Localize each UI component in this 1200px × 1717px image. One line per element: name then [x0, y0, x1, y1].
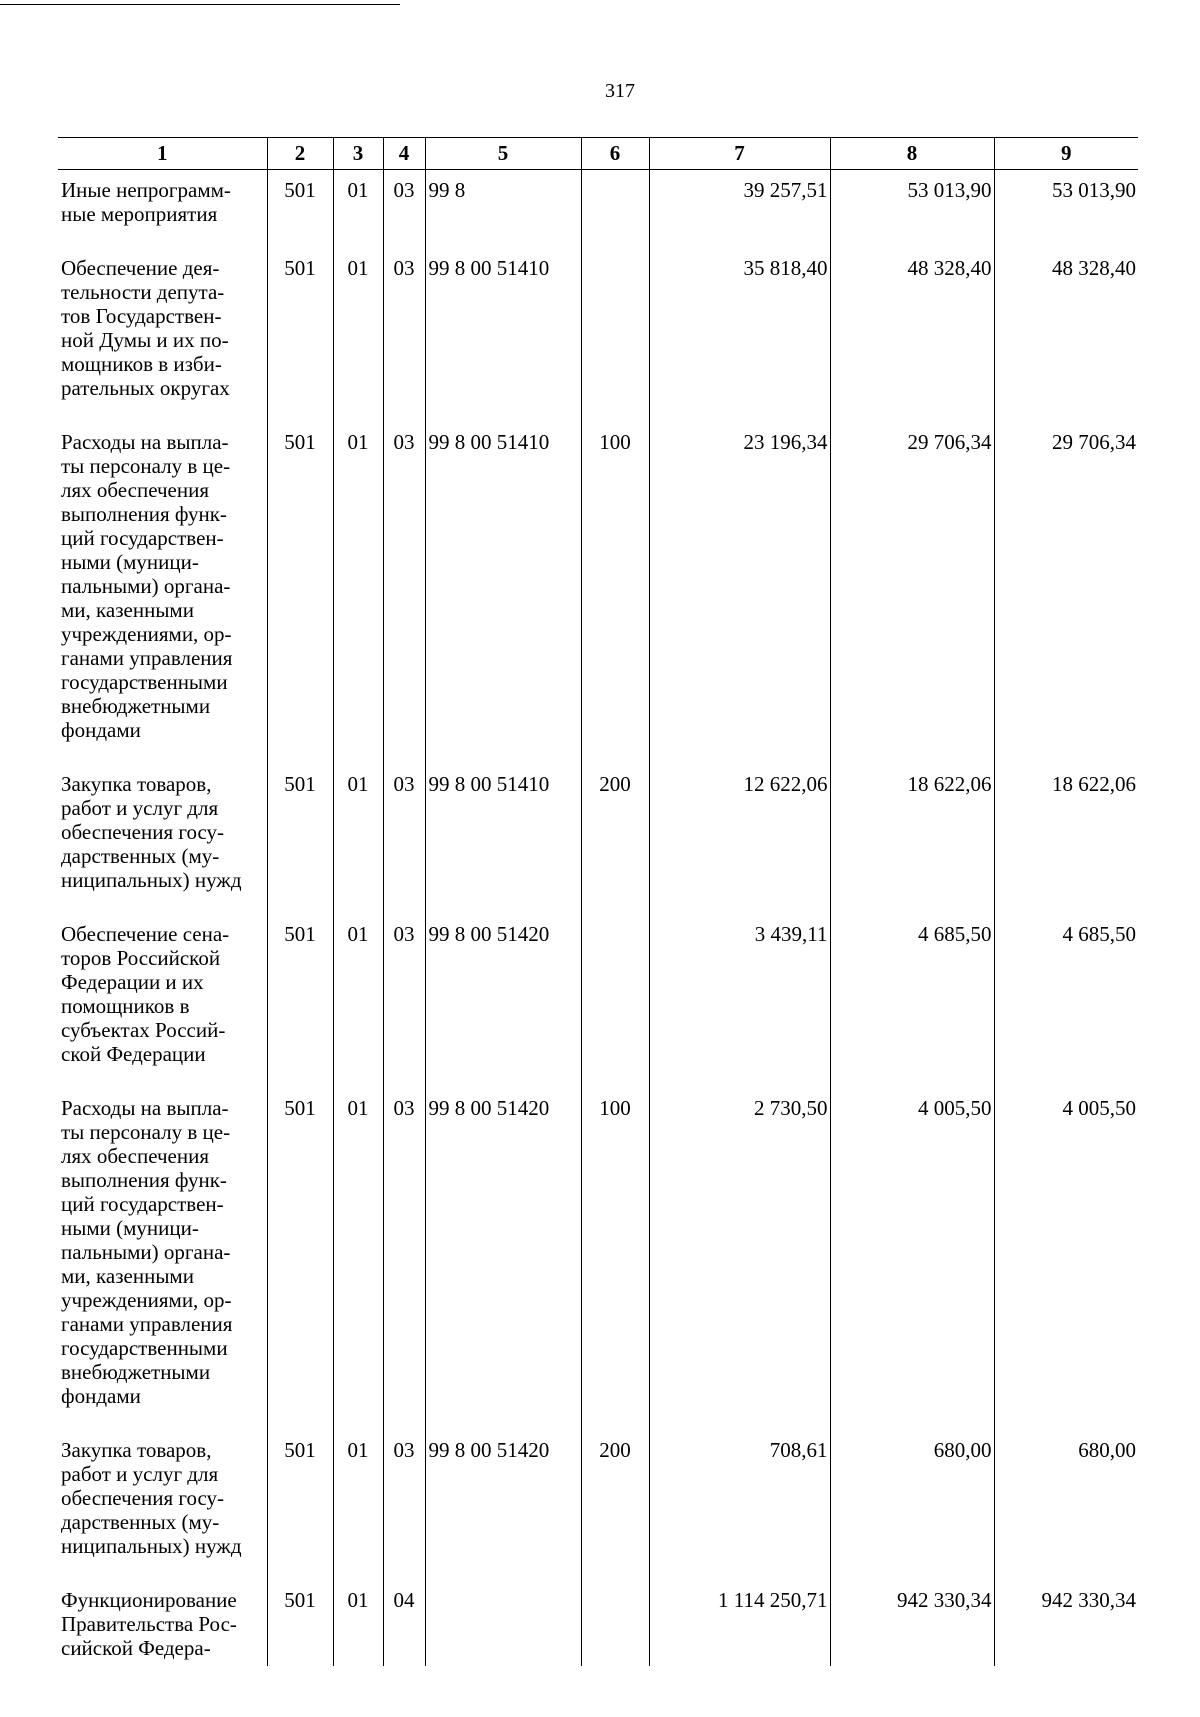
cell-col-9: 942 330,34	[994, 1580, 1138, 1666]
cell-col-3: 01	[333, 170, 383, 249]
cell-col-8: 942 330,34	[830, 1580, 994, 1666]
table-row	[58, 914, 1138, 1088]
row-name-text: Обеспечение дея- тельности депута- тов Государствен- ной Думы и их по- мощников в изби- рательных округах	[61, 256, 230, 400]
table-row	[58, 170, 1138, 249]
table-row	[58, 248, 1138, 422]
cell-col-2: 501	[267, 914, 333, 1088]
cell-col-7: 12 622,06	[649, 764, 830, 914]
cell-col-8: 4 005,50	[830, 1088, 994, 1430]
cell-col-3: 01	[333, 914, 383, 1088]
cell-col-9: 4 685,50	[994, 914, 1138, 1088]
cell-col-2: 501	[267, 1580, 333, 1666]
cell-col-7: 35 818,40	[649, 248, 830, 422]
cell-col-8: 18 622,06	[830, 764, 994, 914]
cell-col-9: 18 622,06	[994, 764, 1138, 914]
cell-col-3: 01	[333, 248, 383, 422]
cell-col-7: 1 114 250,71	[649, 1580, 830, 1666]
cell-col-9: 29 706,34	[994, 422, 1138, 764]
cell-col-7: 2 730,50	[649, 1088, 830, 1430]
table-header	[58, 138, 1138, 170]
cell-col-6	[581, 914, 649, 1088]
row-name-text: Функционирование Правительства Рос- сийской Федера-	[61, 1588, 237, 1660]
cell-col-5: 99 8 00 51420	[425, 1088, 581, 1430]
table-row	[58, 1088, 1138, 1430]
cell-col-3: 01	[333, 422, 383, 764]
cell-col-8: 4 685,50	[830, 914, 994, 1088]
cell-col-2: 501	[267, 170, 333, 249]
page-number: 317	[605, 80, 635, 102]
top-rule	[0, 4, 400, 5]
cell-col-5: 99 8 00 51410	[425, 764, 581, 914]
header-cell: 3	[333, 138, 383, 170]
header-cell: 1	[58, 138, 267, 170]
cell-col-7: 39 257,51	[649, 170, 830, 249]
row-name-text: Иные непрограмм- ные мероприятия	[61, 178, 231, 226]
row-name-text: Расходы на выпла- ты персоналу в це- лях обеспечения выполнения функ- ций государствен- ными (муници- пальными) органа- ми, казенными учреждениями, ор- ганами управления государственными внебюджетными фондами	[61, 1096, 233, 1408]
cell-col-8: 680,00	[830, 1430, 994, 1580]
table-row	[58, 1430, 1138, 1580]
cell-col-4: 03	[383, 914, 425, 1088]
row-name	[58, 1430, 267, 1580]
cell-col-2: 501	[267, 248, 333, 422]
cell-col-4: 03	[383, 422, 425, 764]
cell-col-4: 03	[383, 170, 425, 249]
cell-col-2: 501	[267, 422, 333, 764]
cell-col-7: 23 196,34	[649, 422, 830, 764]
header-cell: 8	[830, 138, 994, 170]
cell-col-5	[425, 1580, 581, 1666]
cell-col-4: 03	[383, 1088, 425, 1430]
table-row	[58, 764, 1138, 914]
row-name	[58, 1088, 267, 1430]
row-name-text: Обеспечение сена- торов Российской Федерации и их помощников в субъектах Россий- ской Федерации	[61, 922, 230, 1066]
cell-col-2: 501	[267, 1088, 333, 1430]
cell-col-8: 29 706,34	[830, 422, 994, 764]
table-row	[58, 422, 1138, 764]
cell-col-8: 48 328,40	[830, 248, 994, 422]
cell-col-3: 01	[333, 1580, 383, 1666]
cell-col-6: 100	[581, 1088, 649, 1430]
cell-col-3: 01	[333, 764, 383, 914]
header-cell: 4	[383, 138, 425, 170]
table-body	[58, 170, 1138, 1667]
cell-col-6: 200	[581, 1430, 649, 1580]
cell-col-3: 01	[333, 1088, 383, 1430]
cell-col-5: 99 8 00 51410	[425, 248, 581, 422]
header-cell: 6	[581, 138, 649, 170]
header-cell: 9	[994, 138, 1138, 170]
cell-col-2: 501	[267, 764, 333, 914]
cell-col-4: 04	[383, 1580, 425, 1666]
row-name	[58, 248, 267, 422]
cell-col-8: 53 013,90	[830, 170, 994, 249]
cell-col-5: 99 8	[425, 170, 581, 249]
cell-col-7: 708,61	[649, 1430, 830, 1580]
row-name	[58, 170, 267, 249]
cell-col-6	[581, 1580, 649, 1666]
row-name	[58, 1580, 267, 1666]
header-row	[58, 138, 1138, 170]
row-name-text: Закупка товаров, работ и услуг для обеспечения госу- дарственных (му- ниципальных) нужд	[61, 1438, 242, 1558]
cell-col-9: 53 013,90	[994, 170, 1138, 249]
cell-col-6	[581, 170, 649, 249]
header-cell: 7	[649, 138, 830, 170]
row-name	[58, 422, 267, 764]
row-name	[58, 914, 267, 1088]
header-cell: 2	[267, 138, 333, 170]
cell-col-5: 99 8 00 51420	[425, 1430, 581, 1580]
row-name-text: Закупка товаров, работ и услуг для обеспечения госу- дарственных (му- ниципальных) нужд	[61, 772, 242, 892]
cell-col-5: 99 8 00 51420	[425, 914, 581, 1088]
row-name-text: Расходы на выпла- ты персоналу в це- лях обеспечения выполнения функ- ций государствен- ными (муници- пальными) органа- ми, казенными учреждениями, ор- ганами управления государственными внебюджетными фондами	[61, 430, 233, 742]
header-cell: 5	[425, 138, 581, 170]
cell-col-9: 48 328,40	[994, 248, 1138, 422]
cell-col-9: 4 005,50	[994, 1088, 1138, 1430]
cell-col-4: 03	[383, 1430, 425, 1580]
row-name	[58, 764, 267, 914]
cell-col-4: 03	[383, 764, 425, 914]
cell-col-7: 3 439,11	[649, 914, 830, 1088]
cell-col-9: 680,00	[994, 1430, 1138, 1580]
cell-col-5: 99 8 00 51410	[425, 422, 581, 764]
budget-table	[58, 137, 1138, 1666]
cell-col-6: 200	[581, 764, 649, 914]
cell-col-6	[581, 248, 649, 422]
cell-col-3: 01	[333, 1430, 383, 1580]
cell-col-4: 03	[383, 248, 425, 422]
cell-col-2: 501	[267, 1430, 333, 1580]
cell-col-6: 100	[581, 422, 649, 764]
table-row	[58, 1580, 1138, 1666]
